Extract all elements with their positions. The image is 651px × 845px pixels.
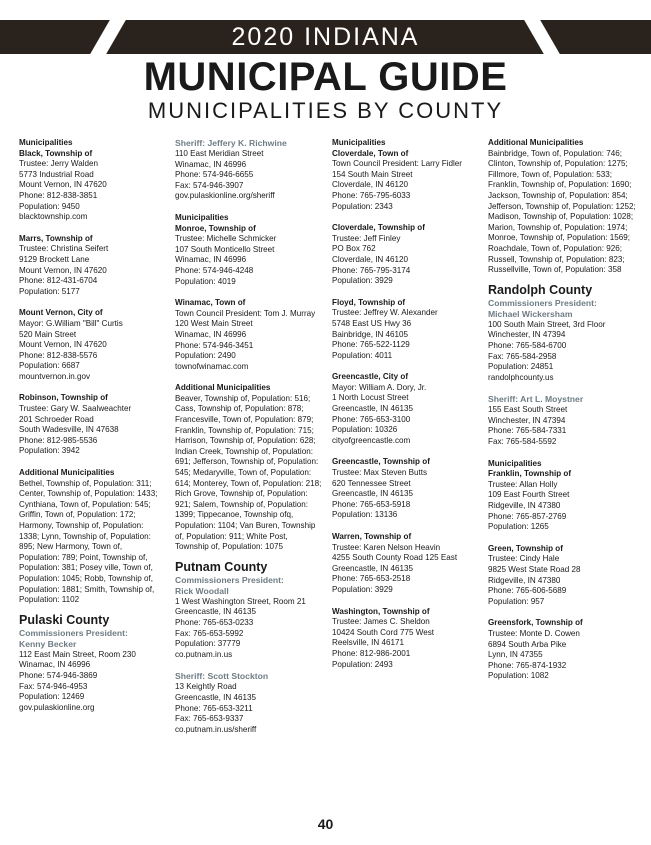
entry-line: Population: 2493 bbox=[332, 659, 393, 669]
entry-line: 9825 West State Road 28 bbox=[488, 565, 581, 574]
entry-name: Robinson, Township of bbox=[19, 393, 108, 403]
entry-line: Mount Vernon, IN 47620 bbox=[19, 180, 107, 190]
section-heading: Municipalities bbox=[332, 138, 386, 147]
entry-line: Cloverdale, IN 46120 bbox=[332, 180, 409, 190]
entry-line: 1 North Locust Street bbox=[332, 393, 409, 403]
entry-line: Town Council President: Larry Fidler bbox=[332, 159, 463, 169]
entry-line: 109 East Fourth Street bbox=[488, 490, 570, 500]
entry-line: Population: 3942 bbox=[19, 446, 80, 456]
entry-line: Phone: 812-838-5576 bbox=[19, 350, 98, 360]
entry-line: Trustee: James C. Sheldon bbox=[332, 617, 430, 627]
entry-line: Population: 957 bbox=[488, 596, 545, 606]
entry-line: 100 South Main Street, 3rd Floor bbox=[488, 319, 606, 329]
column-4 bbox=[488, 138, 636, 682]
entry-line: Phone: 812-985-5536 bbox=[19, 435, 98, 445]
section-heading: Municipalities bbox=[175, 212, 229, 222]
entry-line: Fax: 765-653-5992 bbox=[175, 628, 244, 638]
entry-line: Mount Vernon, IN 47620 bbox=[19, 340, 107, 350]
entry-line: Trustee: Jerry Walden bbox=[19, 159, 99, 169]
additional-municipalities-text: Bethel, Township of, Population: 311; Center, Township of, Population: 1433; Cynthiana, Town of, Population: 545; Griffin, Town of, Population: 172; Harmony, Township of, Population: 1338; Lynn, Township of, Population: 895; New Harmony, Town of, Population: 789; Point, Township of, Population: 381; Posey ville, Town of, Population: 1045; Robb, Township of, Population: 1881; Smith, Township of, Population: 1102 bbox=[19, 478, 158, 605]
official-title: Commissioners President: bbox=[488, 297, 597, 308]
entry-line: Winamac, IN 46996 bbox=[175, 255, 247, 265]
county-heading: Randolph County bbox=[488, 282, 593, 297]
entry-name: Washington, Township of bbox=[332, 606, 430, 616]
entry-line: Population: 1082 bbox=[488, 671, 549, 681]
entry-name: Franklin, Township of bbox=[488, 469, 572, 479]
section-heading: Municipalities bbox=[488, 458, 542, 468]
additional-municipalities-text: Beaver, Township of, Population: 516; Cass, Township of, Population: 878; Francesville, Town of, Population: 879; Franklin, Township of, Population: 715; Harrison, Township of, Population: 628; Indian Creek, Township of, Population: 691; Jefferson, Township of, Population: 545; Medaryville, Town of, Population: 614; Monterey, Town of, Population: 218; Rich Grove, Township of, Population: 921; Salem, Township of, Population: 1399; Tippecanoe, Township ofq, Population: 1104; Van Buren, Township of, Population: 911; White Post, Township of, Population: 1075 bbox=[175, 393, 322, 552]
entry-name: Greencastle, City of bbox=[332, 372, 409, 382]
entry-line: Greencastle, IN 46135 bbox=[332, 489, 413, 499]
entry-line: Bainbridge, IN 46105 bbox=[332, 329, 409, 339]
entry-line: Fax: 574-946-4953 bbox=[19, 681, 88, 691]
section-heading: Additional Municipalities bbox=[19, 468, 115, 478]
official-name: Kenny Becker bbox=[19, 638, 77, 649]
entry-line: Phone: 765-857-2769 bbox=[488, 511, 567, 521]
entry-line: Population: 6687 bbox=[19, 361, 80, 371]
entry-line: Phone: 765-584-7331 bbox=[488, 426, 567, 436]
official-title: Commissioners President: bbox=[175, 574, 284, 585]
entry-line: Population: 10326 bbox=[332, 425, 398, 435]
entry-line: Population: 4011 bbox=[332, 350, 393, 360]
entry-line: 5748 East US Hwy 36 bbox=[332, 318, 412, 328]
sheriff-heading: Sheriff: Jeffery K. Richwine bbox=[175, 138, 287, 148]
sheriff-heading: Sheriff: Scott Stockton bbox=[175, 671, 269, 682]
entry-name: Black, Township of bbox=[19, 148, 93, 158]
entry-line: Population: 2490 bbox=[175, 351, 236, 361]
section-heading: Additional Municipalities bbox=[488, 138, 584, 147]
entry-line: 4255 South County Road 125 East bbox=[332, 553, 458, 563]
entry-link: mountvernon.in.gov bbox=[19, 371, 91, 381]
entry-line: Phone: 765-606-5689 bbox=[488, 586, 567, 596]
county-heading: Pulaski County bbox=[19, 612, 110, 627]
entry-line: Fax: 574-946-3907 bbox=[175, 180, 244, 190]
entry-line: Fax: 765-653-9337 bbox=[175, 714, 244, 724]
entry-line: 154 South Main Street bbox=[332, 169, 413, 179]
entry-line: Population: 13136 bbox=[332, 510, 398, 520]
entry-line: Trustee: Jeff Finley bbox=[332, 233, 401, 243]
entry-line: Trustee: Monte D. Cowen bbox=[488, 628, 580, 638]
entry-line: Phone: 574-946-3451 bbox=[175, 340, 254, 350]
entry-name: Cloverdale, Township of bbox=[332, 223, 425, 233]
page-title: MUNICIPAL GUIDE bbox=[143, 55, 508, 99]
entry-line: Fax: 765-584-2958 bbox=[488, 351, 557, 361]
entry-line: Winamac, IN 46996 bbox=[19, 660, 91, 670]
entry-line: Phone: 812-431-6704 bbox=[19, 276, 98, 286]
entry-line: Trustee: Allan Holly bbox=[488, 479, 558, 489]
additional-municipalities-text: Bainbridge, Town of, Population: 746; Clinton, Township of, Population: 1275; Fillmore, Town of, Population: 533; Franklin, Township of, Population: 1690; Jackson, Township of, Population: 854; Jefferson, Township of, Population: 1252; Madison, Township of, Population: 1028; Marion, Township of, Population: 1974; Monroe, Township of, Population: 1569; Roachdale, Town of, Population: 926; Russell, Township of, Population: 823; Russellville, Town of, Population: 358 bbox=[488, 148, 636, 275]
page-number: 40 bbox=[317, 816, 334, 832]
entry-line: Population: 9450 bbox=[19, 201, 80, 211]
entry-line: Phone: 812-986-2001 bbox=[332, 648, 411, 658]
entry-line: 110 East Meridian Street bbox=[175, 149, 264, 158]
entry-line: South Wadesville, IN 47638 bbox=[19, 425, 119, 435]
sheriff-heading: Sheriff: Art L. Moystner bbox=[488, 394, 584, 405]
column-3 bbox=[332, 138, 478, 670]
entry-line: Winchester, IN 47394 bbox=[488, 330, 566, 340]
entry-line: 107 South Monticello Street bbox=[175, 244, 275, 254]
entry-line: Mayor: William A. Dory, Jr. bbox=[332, 382, 427, 392]
entry-line: 120 West Main Street bbox=[175, 319, 253, 329]
entry-line: Population: 2343 bbox=[332, 201, 393, 211]
page-subtitle: MUNICIPALITIES BY COUNTY bbox=[147, 98, 504, 123]
entry-line: 6894 South Arba Pike bbox=[488, 639, 567, 649]
entry-line: Population: 5177 bbox=[19, 286, 80, 296]
entry-line: 201 Schroeder Road bbox=[19, 414, 94, 424]
entry-line: Fax: 765-584-5592 bbox=[488, 437, 557, 447]
entry-name: Warren, Township of bbox=[332, 532, 412, 541]
entry-link: cityofgreencastle.com bbox=[332, 435, 411, 445]
entry-line: Winchester, IN 47394 bbox=[488, 415, 566, 425]
entry-line: Winamac, IN 46996 bbox=[175, 329, 247, 339]
entry-line: Population: 12469 bbox=[19, 692, 85, 702]
entry-line: Population: 24851 bbox=[488, 362, 554, 372]
entry-line: 620 Tennessee Street bbox=[332, 478, 411, 488]
banner-title: 2020 INDIANA bbox=[231, 23, 420, 51]
entry-line: Greencastle, IN 46135 bbox=[175, 607, 256, 617]
entry-name: Greencastle, Township of bbox=[332, 457, 430, 467]
entry-link: co.putnam.in.us bbox=[175, 649, 233, 659]
entry-name: Cloverdale, Town of bbox=[332, 148, 409, 158]
entry-line: Phone: 765-653-0233 bbox=[175, 617, 254, 627]
entry-line: PO Box 762 bbox=[332, 244, 376, 254]
entry-line: Phone: 765-653-5918 bbox=[332, 499, 411, 509]
entry-line: 1 West Washington Street, Room 21 bbox=[175, 596, 306, 606]
entry-line: Phone: 765-653-3100 bbox=[332, 414, 411, 424]
entry-line: Phone: 812-838-3851 bbox=[19, 190, 98, 200]
entry-link: co.putnam.in.us/sheriff bbox=[175, 724, 257, 734]
column-1 bbox=[19, 138, 160, 713]
entry-name: Mount Vernon, City of bbox=[19, 308, 103, 318]
entry-line: Phone: 574-946-6655 bbox=[175, 170, 254, 180]
entry-link: gov.pulaskionline.org/sheriff bbox=[175, 191, 275, 201]
entry-link: townofwinamac.com bbox=[175, 361, 249, 371]
entry-line: Phone: 765-795-6033 bbox=[332, 190, 411, 200]
section-heading: Additional Municipalities bbox=[175, 383, 271, 393]
entry-line: Reelsville, IN 46171 bbox=[332, 638, 404, 648]
entry-line: 13 Keightly Road bbox=[175, 682, 237, 692]
entry-line: 520 Main Street bbox=[19, 329, 77, 339]
entry-line: 9129 Brockett Lane bbox=[19, 254, 90, 264]
entry-line: Population: 37779 bbox=[175, 639, 241, 649]
entry-line: Trustee: Michelle Schmicker bbox=[175, 234, 277, 244]
entry-line: 112 East Main Street, Room 230 bbox=[19, 649, 136, 659]
entry-line: Population: 1265 bbox=[488, 522, 549, 532]
entry-link: blacktownship.com bbox=[19, 212, 88, 222]
entry-name: Marrs, Township of bbox=[19, 233, 93, 243]
entry-line: Greencastle, IN 46135 bbox=[332, 563, 413, 573]
entry-line: 10424 South Cord 775 West bbox=[332, 627, 434, 637]
entry-name: Greensfork, Township of bbox=[488, 618, 583, 628]
entry-name: Green, Township of bbox=[488, 543, 563, 553]
entry-name: Winamac, Town of bbox=[175, 298, 246, 308]
entry-line: Population: 4019 bbox=[175, 276, 236, 286]
entry-link: randolphcounty.us bbox=[488, 372, 554, 382]
entry-line: Phone: 765-584-6700 bbox=[488, 340, 567, 350]
entry-link: gov.pulaskionline.org bbox=[19, 702, 95, 712]
entry-line: Phone: 765-653-3211 bbox=[175, 703, 253, 713]
entry-line: Phone: 574-946-4248 bbox=[175, 265, 254, 275]
entry-line: 5773 Industrial Road bbox=[19, 169, 94, 179]
official-name: Rick Woodall bbox=[175, 585, 229, 596]
entry-line: Trustee: Christina Seifert bbox=[19, 244, 109, 254]
entry-line: 155 East South Street bbox=[488, 405, 568, 415]
entry-line: Trustee: Cindy Hale bbox=[488, 554, 560, 564]
entry-line: Winamac, IN 46996 bbox=[175, 159, 247, 169]
entry-line: Phone: 765-795-3174 bbox=[332, 265, 411, 275]
entry-line: Phone: 765-653-2518 bbox=[332, 574, 411, 584]
official-name: Michael Wickersham bbox=[488, 308, 573, 319]
entry-line: Phone: 574-946-3869 bbox=[19, 670, 98, 680]
entry-line: Cloverdale, IN 46120 bbox=[332, 254, 409, 264]
entry-line: Ridgeville, IN 47380 bbox=[488, 501, 561, 511]
official-title: Commissioners President: bbox=[19, 627, 128, 638]
column-2 bbox=[175, 138, 323, 735]
entry-line: Greencastle, IN 46135 bbox=[175, 692, 256, 702]
entry-line: Ridgeville, IN 47380 bbox=[488, 575, 561, 585]
entry-line: Trustee: Karen Nelson Heavin bbox=[332, 542, 441, 552]
section-heading: Municipalities bbox=[19, 138, 73, 147]
entry-line: Population: 3929 bbox=[332, 276, 393, 286]
entry-name: Floyd, Township of bbox=[332, 297, 406, 307]
county-heading: Putnam County bbox=[175, 559, 268, 574]
entry-line: Trustee: Jeffrey W. Alexander bbox=[332, 308, 438, 318]
entry-name: Monroe, Township of bbox=[175, 223, 256, 233]
entry-line: Trustee: Max Steven Butts bbox=[332, 468, 428, 478]
entry-line: Lynn, IN 47355 bbox=[488, 650, 543, 660]
entry-line: Town Council President: Tom J. Murray bbox=[175, 308, 316, 318]
entry-line: Population: 3929 bbox=[332, 584, 393, 594]
entry-line: Phone: 765-522-1129 bbox=[332, 340, 410, 350]
entry-line: Mayor: G.William "Bill" Curtis bbox=[19, 318, 123, 328]
entry-line: Phone: 765-874-1932 bbox=[488, 660, 567, 670]
entry-line: Greencastle, IN 46135 bbox=[332, 404, 413, 414]
entry-line: Mount Vernon, IN 47620 bbox=[19, 265, 107, 275]
entry-line: Trustee: Gary W. Saalweachter bbox=[19, 404, 132, 414]
